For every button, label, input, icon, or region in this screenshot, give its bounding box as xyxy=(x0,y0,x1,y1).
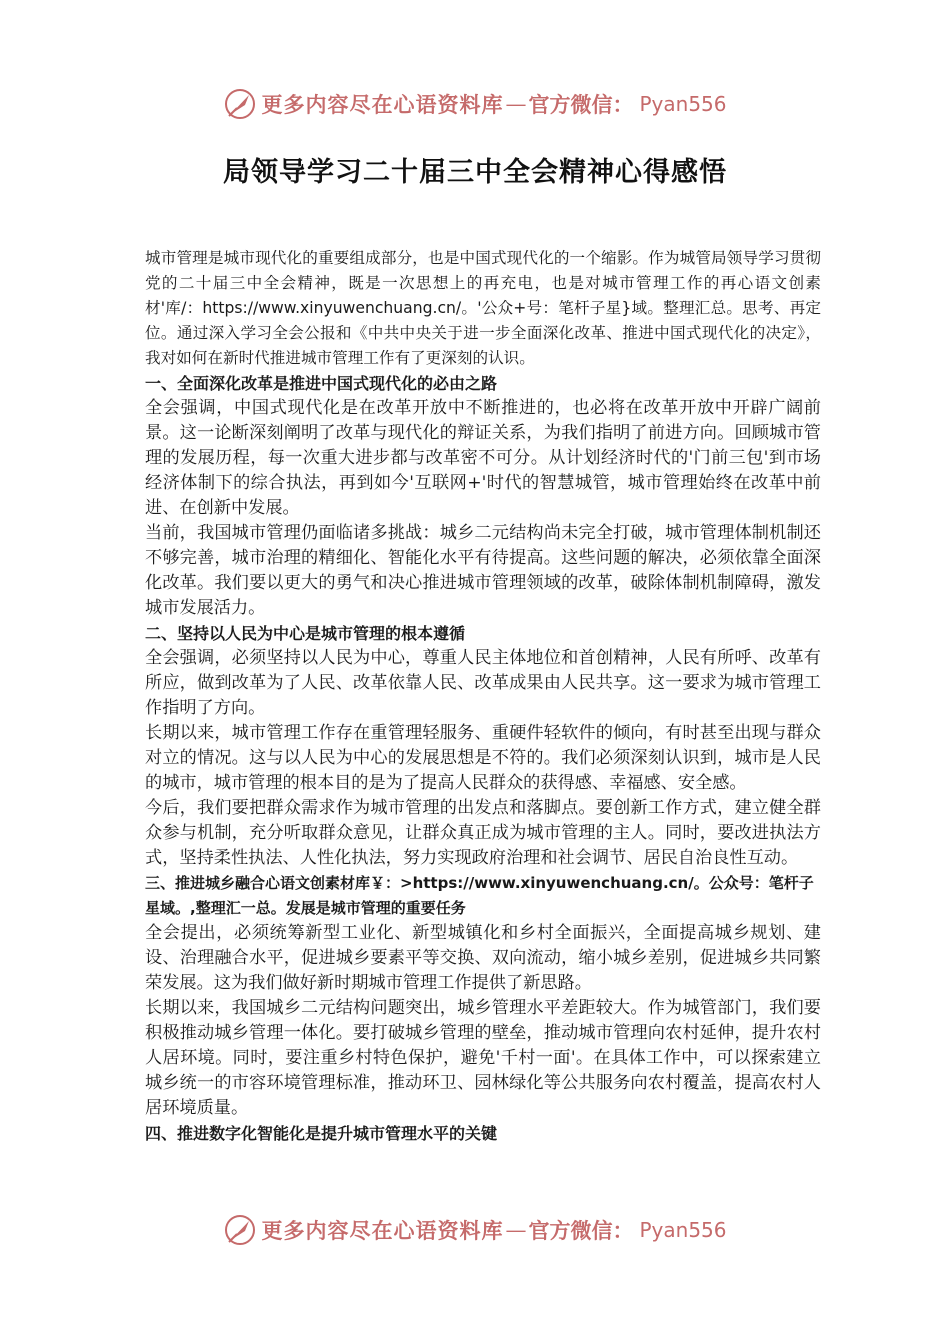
paragraph: 全会强调，必须坚持以人民为中心，尊重人民主体地位和首创精神，人民有所呼、改革有所应，做到改革为了人民、改革依靠人民、改革成果由人民共享。这一要求为城市管理工作指明了方向。 xyxy=(145,648,821,718)
quill-logo-icon xyxy=(223,87,257,121)
document-body xyxy=(145,246,821,1146)
paragraph: 全会提出，必须统筹新型工业化、新型城镇化和乡村全面振兴，全面提高城乡规划、建设、治理融合水平，促进城乡要素平等交换、双向流动，缩小城乡差别，促进城乡共同繁荣发展。这为我们做好新时期城市管理工作提供了新思路。 xyxy=(145,923,821,993)
banner-wechat-label: 官方微信： xyxy=(528,92,634,117)
banner-wechat-id: Pyan556 xyxy=(639,92,727,116)
banner-dash: — xyxy=(505,1218,527,1242)
paragraph: 当前，我国城市管理仍面临诸多挑战：城乡二元结构尚未完全打破，城市管理体制机制还不够完善，城市治理的精细化、智能化水平有待提高。这些问题的解决，必须依靠全面深化改革。我们要以更大的勇气和决心推进城市管理领域的改革，破除体制机制障碍，激发城市发展活力。 xyxy=(145,523,821,618)
banner-text: 更多内容尽在心语资料库 xyxy=(261,92,504,117)
section-heading-4: 四、推进数字化智能化是提升城市管理水平的关键 xyxy=(145,1124,498,1143)
document-title: 局领导学习二十届三中全会精神心得感悟 xyxy=(223,157,727,188)
section-heading-3: 三、推进城乡融合心语文创素材库￥：>https://www.xinyuwenchuang.cn/。公众号：笔杆子星域。,整理汇一总。发展是城市管理的重要任务 xyxy=(145,874,814,917)
section-heading-1: 一、全面深化改革是推进中国式现代化的必由之路 xyxy=(145,374,498,393)
banner-wechat-label: 官方微信： xyxy=(528,1218,634,1243)
paragraph: 今后，我们要把群众需求作为城市管理的出发点和落脚点。要创新工作方式，建立健全群众参与机制，充分听取群众意见，让群众真正成为城市管理的主人。同时，要改进执法方式，坚持柔性执法、人性化执法，努力实现政府治理和社会调节、居民自治良性互动。 xyxy=(145,798,821,868)
intro-paragraph: 城市管理是城市现代化的重要组成部分，也是中国式现代化的一个缩影。作为城管局领导学习贯彻党的二十届三中全会精神，既是一次思想上的再充电，也是对城市管理工作的再心语文创素材'库/：https://www.xinyuwenchuang.cn/。'公众+号：笔杆子星}域。整理汇总。思考、再定位。通过深入学习全会公报和《中共中央关于进一步全面深化改革、推进中国式现代化的决定》，我对如何在新时代推进城市管理工作有了更深刻的认识。 xyxy=(145,249,821,367)
footer-banner xyxy=(0,1210,950,1250)
section-heading-2: 二、坚持以人民为中心是城市管理的根本遵循 xyxy=(145,624,466,643)
banner-dash: — xyxy=(505,92,527,116)
banner-text: 更多内容尽在心语资料库 xyxy=(261,1218,504,1243)
paragraph: 长期以来，城市管理工作存在重管理轻服务、重硬件轻软件的倾向，有时甚至出现与群众对立的情况。这与以人民为中心的发展思想是不符的。我们必须深刻认识到，城市是人民的城市，城市管理的根本目的是为了提高人民群众的获得感、幸福感、安全感。 xyxy=(145,723,821,793)
paragraph: 全会强调，中国式现代化是在改革开放中不断推进的，也必将在改革开放中开辟广阔前景。这一论断深刻阐明了改革与现代化的辩证关系，为我们指明了前进方向。回顾城市管理的发展历程，每一次重大进步都与改革密不可分。从计划经济时代的'门前三包'到市场经济体制下的综合执法，再到如今'互联网+'时代的智慧城管，城市管理始终在改革中前进、在创新中发展。 xyxy=(145,398,821,518)
banner-wechat-id: Pyan556 xyxy=(639,1218,727,1242)
paragraph: 长期以来，我国城乡二元结构问题突出，城乡管理水平差距较大。作为城管部门，我们要积极推动城乡管理一体化。要打破城乡管理的壁垒，推动城市管理向农村延伸，提升农村人居环境。同时，要注重乡村特色保护，避免'千村一面'。在具体工作中，可以探索建立城乡统一的市容环境管理标准，推动环卫、园林绿化等公共服务向农村覆盖，提高农村人居环境质量。 xyxy=(145,998,821,1118)
quill-logo-icon xyxy=(223,1213,257,1247)
header-banner xyxy=(0,84,950,124)
